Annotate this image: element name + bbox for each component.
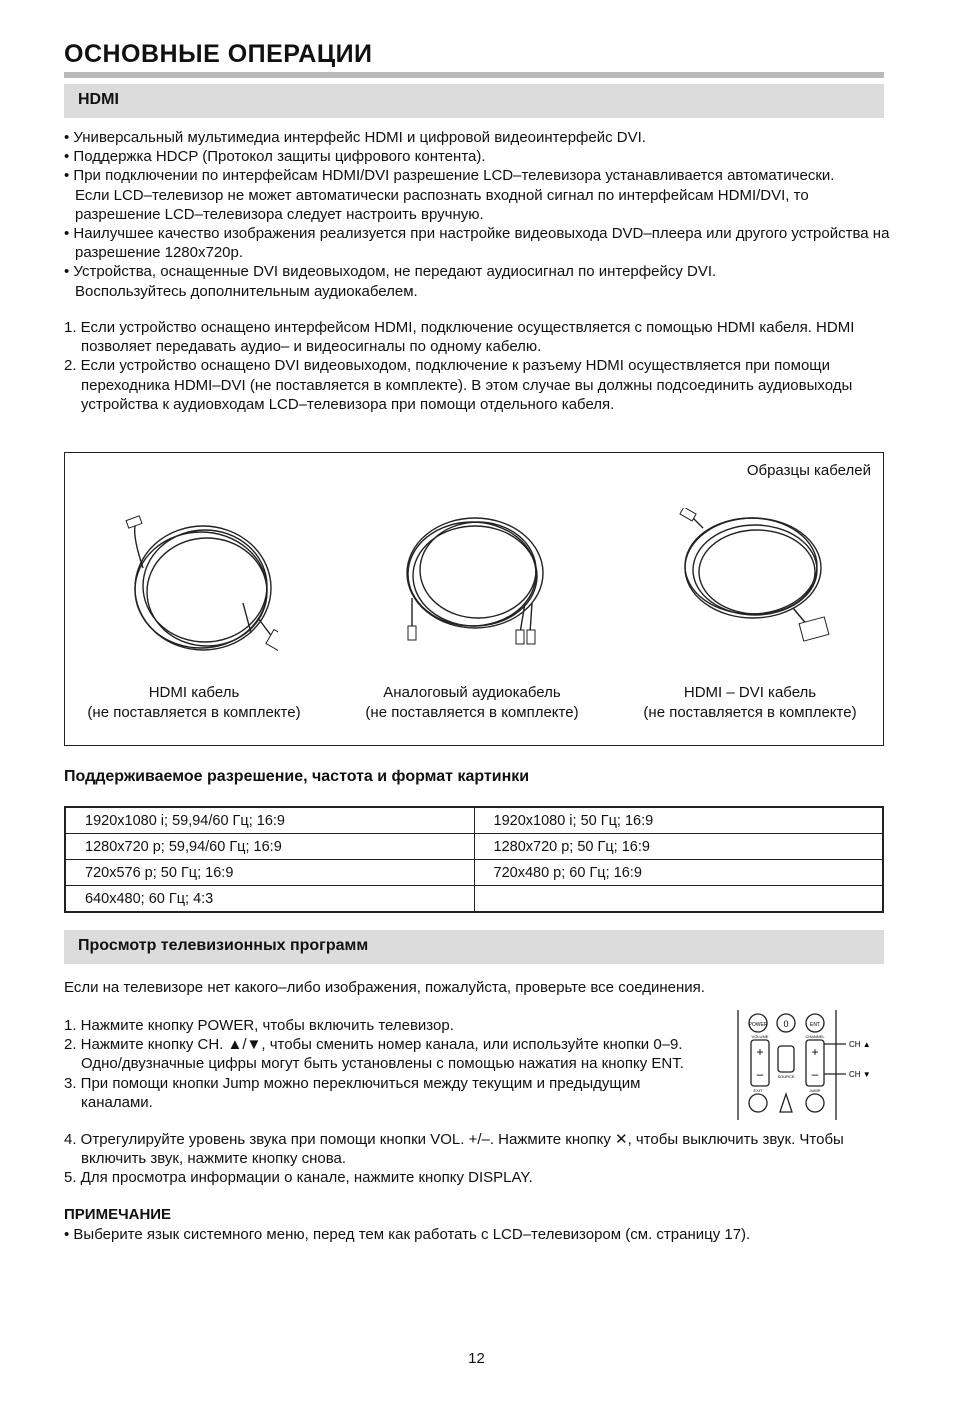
cable-samples-box — [64, 452, 884, 746]
remote-power-label: POWER — [748, 1022, 768, 1028]
svg-text:–: – — [811, 1067, 819, 1081]
table-row — [65, 886, 883, 913]
svg-text:–: – — [756, 1067, 764, 1081]
title-rule — [64, 72, 884, 78]
resolution-title: Поддерживаемое разрешение, частота и формат картинки — [64, 768, 530, 785]
remote-channel-label: CHANNEL — [805, 1034, 825, 1039]
tv-step: 4. Отрегулируйте уровень звука при помощи кнопки VOL. +/–. Нажмите кнопку ✕, чтобы выключить звук. Чтобы включить звук, нажмите кнопку снова. — [64, 1131, 844, 1168]
hdmi-section-title: HDMI — [78, 91, 119, 108]
hdmi-bullet: • При подключении по интерфейсам HDMI/DVI разрешение LCD–телевизора устанавливается автоматически. Если LCD–телевизор не может автоматически распознать входной сигнал по интерфейсам HDMI/DVI, то разрешение LCD–телевизора следует настроить вручную. — [64, 167, 835, 223]
note-title: ПРИМЕЧАНИЕ — [64, 1206, 172, 1223]
tv-step: 2. Нажмите кнопку CH. ▲/▼, чтобы сменить номер канала, или используйте кнопки 0–9. Одно/двузначные цифры могут быть установлены с помощью нажатия на кнопку ENT. — [64, 1036, 684, 1073]
ch-down-label: CH ▼ — [849, 1070, 871, 1079]
hdmi-bullets — [64, 128, 894, 301]
hdmi-cable-image — [123, 508, 278, 658]
cable-samples-caption: Образцы кабелей — [746, 462, 871, 479]
tv-intro: Если на телевизоре нет какого–либо изображения, пожалуйста, проверьте все соединения. — [64, 979, 705, 996]
remote-source-label: SOURCE — [777, 1074, 795, 1079]
hdmi-step: 2. Если устройство оснащено DVI видеовыходом, подключение к разъему HDMI осуществляется при помощи переходника HDMI–DVI (не поставляется в комплекте). В этом случае вы должны подсоединить аудиовыходы устройства к аудиовходам LCD–телевизора при помощи отдельного кабеля. — [64, 357, 853, 413]
page-number: 12 — [468, 1350, 485, 1367]
hdmi-dvi-cable-image — [673, 508, 843, 658]
table-cell: 720x576 p; 50 Гц; 16:9 — [65, 860, 474, 886]
table-row — [65, 807, 883, 834]
hdmi-step: 1. Если устройство оснащено интерфейсом HDMI, подключение осуществляется с помощью HDMI кабеля. HDMI позволяет передавать аудио– и видеосигналы по одному кабелю. — [64, 319, 855, 356]
remote-jump-label: JUMP — [809, 1088, 821, 1093]
ch-up-label: CH ▲ — [849, 1040, 871, 1049]
hdmi-dvi-cable-label: HDMI – DVI кабель (не поставляется в комплекте) — [643, 684, 857, 721]
remote-zero-label: 0 — [783, 1019, 789, 1029]
hdmi-bullet: • Устройства, оснащенные DVI видеовыходом, не передают аудиосигнал по интерфейсу DVI. Воспользуйтесь дополнительным аудиокабелем. — [64, 263, 717, 300]
resolution-table — [64, 806, 884, 913]
tv-step: 5. Для просмотра информации о канале, нажмите кнопку DISPLAY. — [64, 1169, 533, 1187]
remote-volume-label: VOLUME — [751, 1034, 769, 1039]
remote-control-image — [736, 1008, 876, 1123]
table-cell: 1920x1080 i; 59,94/60 Гц; 16:9 — [65, 807, 474, 834]
hdmi-cable-label: HDMI кабель (не поставляется в комплекте) — [87, 684, 301, 721]
mute-icon: ✕ — [615, 1131, 628, 1148]
hdmi-section-header — [64, 84, 884, 118]
hdmi-bullet: • Поддержка HDCP (Протокол защиты цифрового контента). — [64, 148, 486, 166]
tv-steps-bottom — [64, 1130, 894, 1188]
remote-exit-label: EXIT — [753, 1088, 763, 1093]
page-title: ОСНОВНЫЕ ОПЕРАЦИИ — [64, 40, 373, 68]
table-cell: 1280x720 p; 59,94/60 Гц; 16:9 — [65, 834, 474, 860]
remote-ent-label: ENT — [810, 1022, 820, 1028]
tv-step: 1. Нажмите кнопку POWER, чтобы включить телевизор. — [64, 1017, 454, 1034]
table-cell: 720x480 p; 60 Гц; 16:9 — [474, 860, 883, 886]
tv-section-header — [64, 930, 884, 964]
audio-cable-label: Аналоговый аудиокабель (не поставляется в комплекте) — [365, 684, 579, 721]
table-cell: 1280x720 p; 50 Гц; 16:9 — [474, 834, 883, 860]
table-row — [65, 834, 883, 860]
tv-section-title: Просмотр телевизионных программ — [78, 937, 369, 954]
table-row — [65, 860, 883, 886]
hdmi-bullet: • Универсальный мультимедиа интерфейс HDMI и цифровой видеоинтерфейс DVI. — [64, 129, 646, 146]
hdmi-steps — [64, 318, 892, 414]
tv-step: 3. При помощи кнопки Jump можно переключиться между текущим и предыдущим каналами. — [64, 1074, 641, 1111]
tv-steps-top — [64, 1016, 714, 1112]
svg-text:+: + — [811, 1045, 819, 1059]
hdmi-bullet: • Наилучшее качество изображения реализуется при настройке видеовыхода DVD–плеера или другого устройства на разрешение 1280x720p. — [64, 225, 890, 262]
table-cell — [474, 886, 883, 913]
table-cell: 640x480; 60 Гц; 4:3 — [65, 886, 474, 913]
note-text: • Выберите язык системного меню, перед тем как работать с LCD–телевизором (см. страницу 17). — [64, 1226, 751, 1243]
svg-text:+: + — [756, 1045, 764, 1059]
table-cell: 1920x1080 i; 50 Гц; 16:9 — [474, 807, 883, 834]
audio-cable-image — [400, 508, 550, 658]
